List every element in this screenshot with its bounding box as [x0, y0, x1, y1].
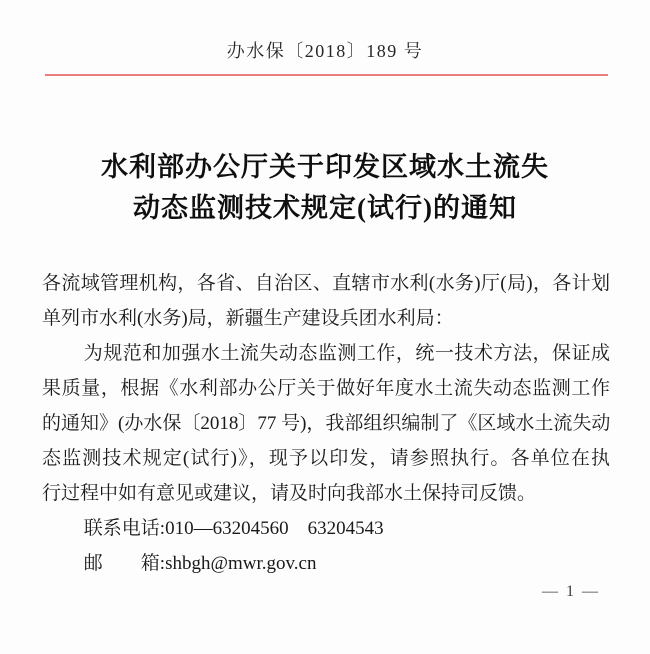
doc-number: 办水保〔2018〕189 号	[226, 41, 424, 61]
addressee-line-2: 单列市水利(水务)局，新疆生产建设兵团水利局：	[42, 308, 454, 329]
addressee-line-1: 各流域管理机构，各省、自治区、直辖市水利(水务)厅(局)，各计划	[42, 273, 610, 294]
document-title-line1: 水利部办公厅关于印发区域水土流失	[101, 152, 549, 182]
paragraph-line-3: 的通知》(办水保〔2018〕77 号)，我部组织编制了《区域水土流失动	[42, 413, 611, 434]
document-title-line2: 动态监测技术规定(试行)的通知	[133, 193, 517, 223]
paragraph-line-1: 为规范和加强水土流失动态监测工作，统一技术方法，保证成	[83, 343, 610, 364]
document-title	[0, 147, 650, 229]
red-divider-line	[45, 74, 608, 76]
document-body	[42, 266, 610, 581]
contact-email-line: 邮 箱:shbgh@mwr.gov.cn	[83, 553, 317, 574]
contact-phone-line: 联系电话:010—63204560 63204543	[83, 518, 384, 539]
page-number: — 1 —	[542, 583, 600, 600]
paragraph-line-2: 果质量，根据《水利部办公厅关于做好年度水土流失动态监测工作	[42, 378, 610, 399]
paragraph-line-4: 态监测技术规定(试行)》，现予以印发，请参照执行。各单位在执	[42, 448, 610, 469]
paragraph-line-5: 行过程中如有意见或建议，请及时向我部水土保持司反馈。	[42, 483, 537, 504]
